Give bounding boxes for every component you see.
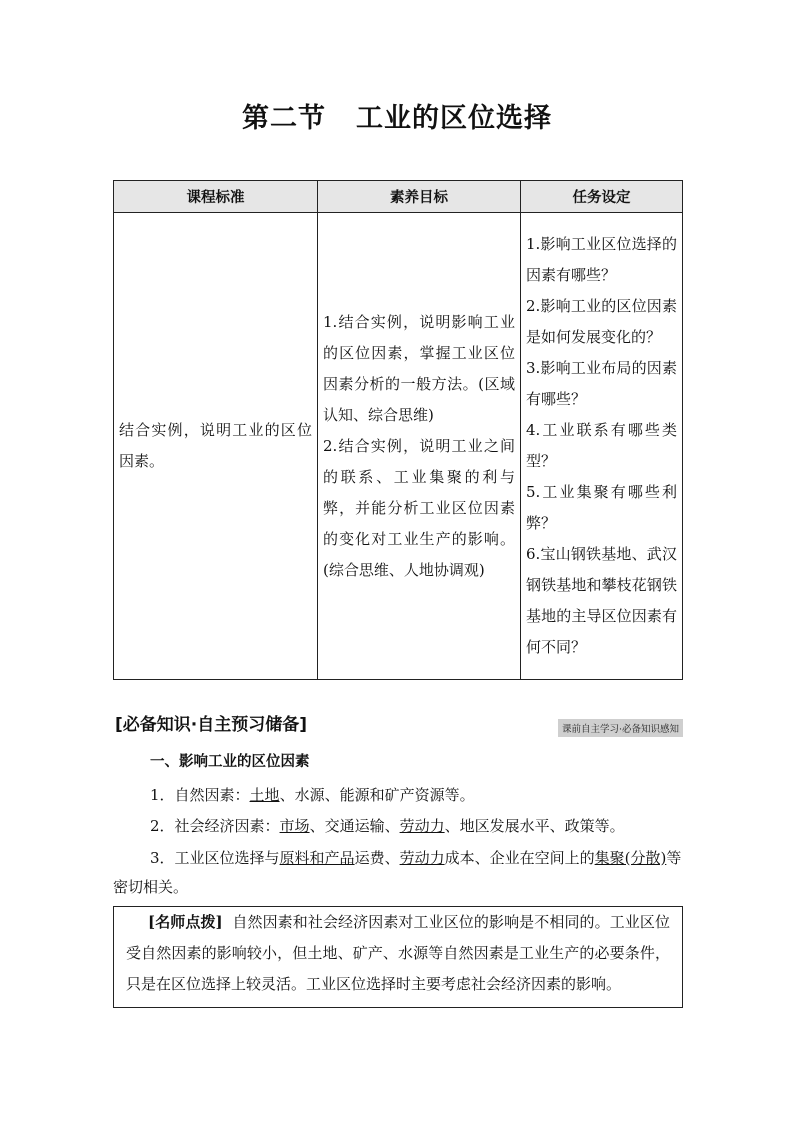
item-text: 、水源、能源和矿产资源等。 [279,786,475,804]
knowledge-item-2 [113,812,683,841]
answer-blank: 原料和产品 [279,849,355,867]
section-header [113,710,683,734]
section-number: 第二节 [242,103,326,134]
page-title [0,96,794,135]
header-literacy-goals: 素养目标 [318,181,521,213]
teacher-tip-box [113,906,683,1008]
item-prefix: 2．社会经济因素： [150,817,280,835]
header-task-setting: 任务设定 [521,181,683,213]
task-5: 5.工业集聚有哪些利弊？ [526,483,677,532]
section-heading: [必备知识·自主预习储备] [115,715,307,735]
tasks-cell [521,213,683,680]
item-prefix: 1．自然因素： [150,786,250,804]
table-header-row [114,181,683,213]
section-tag: 课前自主学习·必备知识感知 [558,719,683,737]
tip-text: 自然因素和社会经济因素对工业区位的影响是不相同的。工业区位受自然因素的影响较小，但土地、矿产、水源等自然因素是工业生产的必要条件，只是在区位选择上较灵活。工业区位选择时主要考虑社会经济因素的影响。 [126,913,670,993]
item-text: 成本、企业在空间上的 [444,849,595,867]
knowledge-item-1 [113,781,683,810]
section-title: 工业的区位选择 [356,103,552,134]
knowledge-item-3 [113,844,683,902]
table-row [114,213,683,680]
item-text: 运费、 [354,849,400,867]
task-2: 2.影响工业的区位因素是如何发展变化的？ [526,297,677,346]
course-standard-text: 结合实例，说明工业的区位因素。 [119,421,312,470]
item-text: 、交通运输、 [309,817,400,835]
literacy-goal-2: 2.结合实例，说明工业之间的联系、工业集聚的利与弊，并能分析工业区位因素的变化对工业生产的影响。(综合思维、人地协调观) [323,436,515,579]
answer-blank: 集聚(分散) [594,849,667,867]
curriculum-table [113,180,683,680]
answer-blank: 土地 [249,786,280,804]
task-1: 1.影响工业区位选择的因素有哪些？ [526,235,677,284]
literacy-goals-cell [318,213,521,680]
item-text: 、地区发展水平、政策等。 [444,817,625,835]
tip-label: [名师点拨] [148,913,223,931]
knowledge-heading: 一、影响工业的区位因素 [150,754,310,770]
answer-blank: 市场 [279,817,310,835]
item-text: 等密切相关。 [113,849,682,896]
answer-blank: 劳动力 [399,849,445,867]
task-6: 6.宝山钢铁基地、武汉钢铁基地和攀枝花钢铁基地的主导区位因素有何不同？ [526,545,677,656]
task-3: 3.影响工业布局的因素有哪些？ [526,359,677,408]
literacy-goal-1: 1.结合实例，说明影响工业的区位因素，掌握工业区位因素分析的一般方法。(区域认知、综合思维) [323,312,515,424]
answer-blank: 劳动力 [399,817,445,835]
course-standard-cell [114,213,318,680]
task-4: 4.工业联系有哪些类型？ [526,421,677,470]
item-prefix: 3．工业区位选择与 [150,849,280,867]
header-course-standard: 课程标准 [114,181,318,213]
